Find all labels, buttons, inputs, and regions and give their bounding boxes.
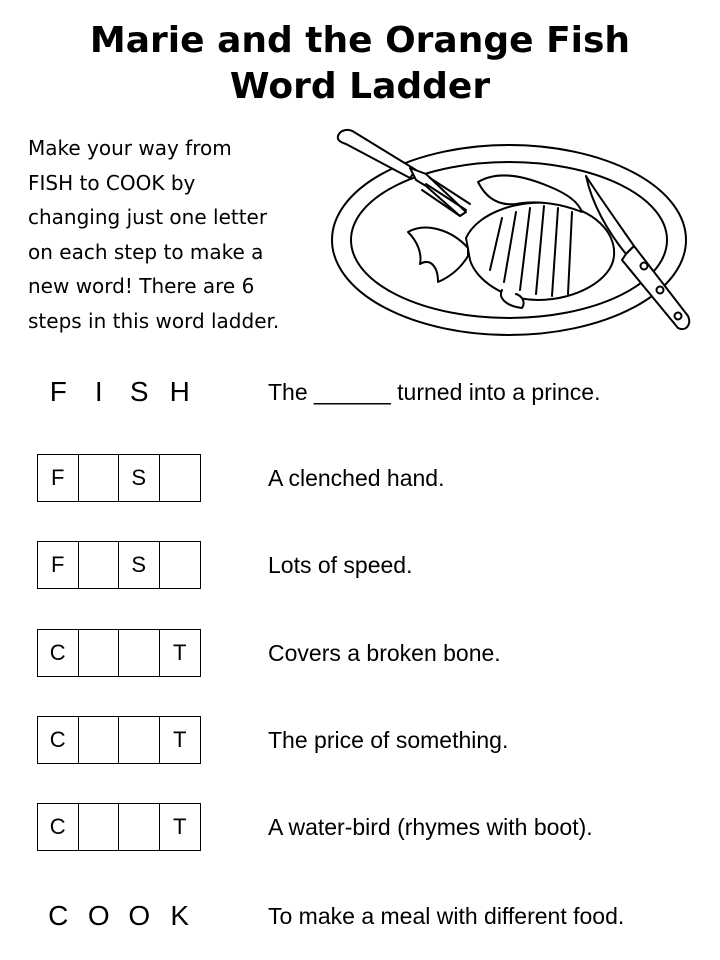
letter-boxes — [37, 716, 201, 764]
start-letter: I — [94, 376, 103, 407]
instruction-line: on each step to make a — [28, 239, 264, 264]
letter-box[interactable]: F — [38, 455, 79, 501]
step-clue: A water-bird (rhymes with boot). — [268, 814, 593, 840]
end-letter: O — [87, 900, 110, 931]
fork — [338, 130, 416, 178]
end-letter: C — [48, 900, 69, 931]
instruction-line: changing just one letter — [28, 205, 268, 230]
letter-box[interactable]: C — [38, 630, 79, 676]
letter-box[interactable] — [160, 455, 201, 501]
letter-box[interactable] — [119, 804, 160, 850]
letter-box[interactable] — [119, 717, 160, 763]
start-letter: F — [49, 376, 67, 407]
step-clue: A clenched hand. — [268, 465, 445, 491]
ladder-row-start — [0, 367, 720, 417]
end-word — [38, 891, 200, 941]
ladder-row-step-3 — [0, 628, 720, 678]
knife-handle — [622, 246, 689, 329]
letter-box[interactable] — [119, 630, 160, 676]
letter-box[interactable] — [160, 542, 201, 588]
end-clue: To make a meal with different food. — [268, 903, 625, 929]
ladder-row-step-2 — [0, 540, 720, 590]
start-clue: The ______ turned into a prince. — [268, 379, 601, 405]
instruction-line: FISH to COOK by — [28, 170, 196, 195]
start-letter: S — [129, 376, 149, 407]
step-clue: The price of something. — [268, 727, 509, 753]
letter-box[interactable]: C — [38, 717, 79, 763]
letter-box[interactable]: S — [119, 542, 160, 588]
start-letter: H — [169, 376, 190, 407]
letter-box[interactable]: C — [38, 804, 79, 850]
end-letter: O — [128, 900, 151, 931]
ladder-row-step-5 — [0, 802, 720, 852]
letter-boxes — [37, 629, 201, 677]
letter-box[interactable]: T — [173, 814, 187, 839]
instructions — [28, 131, 328, 339]
letter-boxes — [37, 454, 201, 502]
letter-box[interactable]: F — [38, 542, 79, 588]
letter-box[interactable]: S — [119, 455, 160, 501]
end-letter: K — [170, 900, 190, 931]
start-word — [38, 367, 200, 417]
instruction-line: Make your way from — [28, 136, 232, 160]
letter-box[interactable] — [79, 630, 120, 676]
letter-boxes — [37, 803, 201, 851]
fish-tail — [408, 228, 468, 282]
fish-plate-illustration — [326, 120, 696, 340]
letter-box[interactable] — [79, 455, 120, 501]
step-clue: Lots of speed. — [268, 552, 413, 578]
ladder-row-step-1 — [0, 453, 720, 503]
ladder-row-step-4 — [0, 715, 720, 765]
letter-boxes — [37, 541, 201, 589]
letter-box[interactable] — [79, 542, 120, 588]
ladder-row-end — [0, 891, 720, 941]
letter-box[interactable] — [79, 804, 120, 850]
letter-box[interactable]: T — [173, 727, 187, 752]
title-line-1: Marie and the Orange Fish — [89, 20, 631, 61]
step-clue: Covers a broken bone. — [268, 640, 501, 666]
instruction-line: steps in this word ladder. — [28, 308, 280, 333]
title-line-2: Word Ladder — [229, 66, 491, 107]
instruction-line: new word! There are 6 — [28, 274, 255, 299]
letter-box[interactable]: T — [173, 640, 187, 665]
letter-box[interactable] — [79, 717, 120, 763]
